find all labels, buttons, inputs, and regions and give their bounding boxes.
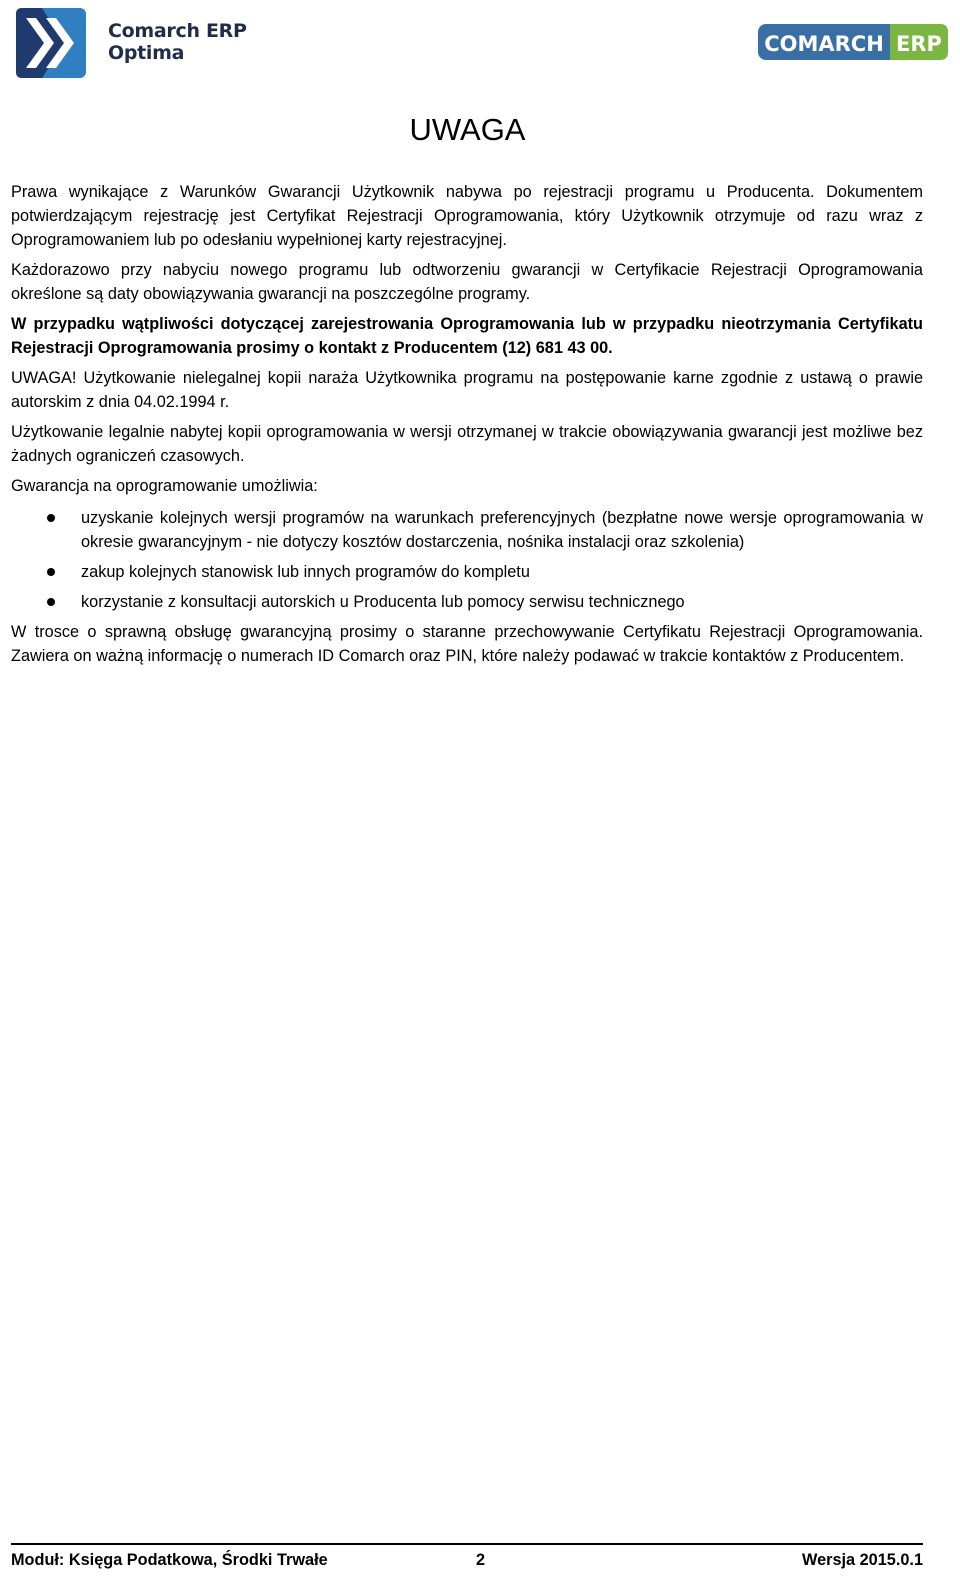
paragraph-legal-use: Użytkowanie legalnie nabytej kopii oprogramowania w wersji otrzymanej w trakcie obowiązywania gwarancji jest możliwe bez żadnych ograniczeń czasowych.: [11, 423, 923, 465]
list-item-text: zakup kolejnych stanowisk lub innych programów do kompletu: [81, 563, 530, 581]
paragraph-closing: W trosce o sprawną obsługę gwarancyjną prosimy o staranne przechowywanie Certyfikatu Rejestracji Oprogramowania. Zawiera on ważną informację o numerach ID Comarch oraz PIN, które należy podawać w trakcie kontaktów z Producentem.: [11, 623, 923, 665]
footer-page-number: 2: [476, 1551, 486, 1569]
list-item: [11, 506, 923, 554]
list-item: [11, 560, 923, 584]
paragraph-contact: W przypadku wątpliwości dotyczącej zarejestrowania Oprogramowania lub w przypadku nieotrzymania Certyfikatu Rejestracji Oprogramowania prosimy o kontakt z Producentem (12) 681 43 00.: [11, 315, 923, 357]
brand-right-text: ERP: [896, 32, 942, 56]
footer-version: Wersja 2015.0.1: [802, 1551, 923, 1569]
paragraph-illegal-copy: UWAGA! Użytkowanie nielegalnej kopii naraża Użytkownika programu na postępowanie karne zgodnie z ustawą o prawie autorskim z dnia 04.02.1994 r.: [11, 369, 923, 411]
paragraph-registration: Prawa wynikające z Warunków Gwarancji Użytkownik nabywa po rejestracji programu u Producenta. Dokumentem potwierdzającym rejestrację jest Certyfikat Rejestracji Oprogramowania, który Użytkownik otrzymuje od razu wraz z Oprogramowaniem lub po odesłaniu wypełnionej karty rejestracyjnej.: [11, 183, 923, 249]
page-header: [0, 0, 960, 90]
list-item: [11, 590, 923, 614]
bullet-icon: [47, 568, 55, 576]
footer-module: Moduł: Księga Podatkowa, Środki Trwałe: [11, 1551, 328, 1569]
product-name: [108, 20, 247, 64]
page-footer: [11, 1543, 923, 1573]
brand-left-text: COMARCH: [764, 32, 884, 56]
page-title: UWAGA: [409, 112, 526, 147]
warranty-benefits-list: [11, 506, 923, 614]
list-item-text: uzyskanie kolejnych wersji programów na warunkach preferencyjnych (bezpłatne nowe wersje oprogramowania w okresie gwarancyjnym - nie dotyczy kosztów dostarczenia, nośnika instalacji oraz szkolenia): [81, 509, 923, 551]
document-body: [11, 180, 923, 674]
product-name-line1: Comarch ERP: [108, 20, 247, 42]
bullet-icon: [47, 514, 55, 522]
bullet-icon: [47, 598, 55, 606]
comarch-erp-optima-logo-icon: [16, 8, 86, 78]
list-item-text: korzystanie z konsultacji autorskich u Producenta lub pomocy serwisu technicznego: [81, 593, 685, 611]
comarch-erp-brand-logo-icon: [758, 22, 948, 62]
paragraph-warranty-dates: Każdorazowo przy nabyciu nowego programu lub odtworzeniu gwarancji w Certyfikacie Rejestracji Oprogramowania określone są daty obowiązywania gwarancji na poszczególne programy.: [11, 261, 923, 303]
product-name-line2: Optima: [108, 42, 185, 64]
paragraph-warranty-intro: Gwarancja na oprogramowanie umożliwia:: [11, 477, 318, 495]
